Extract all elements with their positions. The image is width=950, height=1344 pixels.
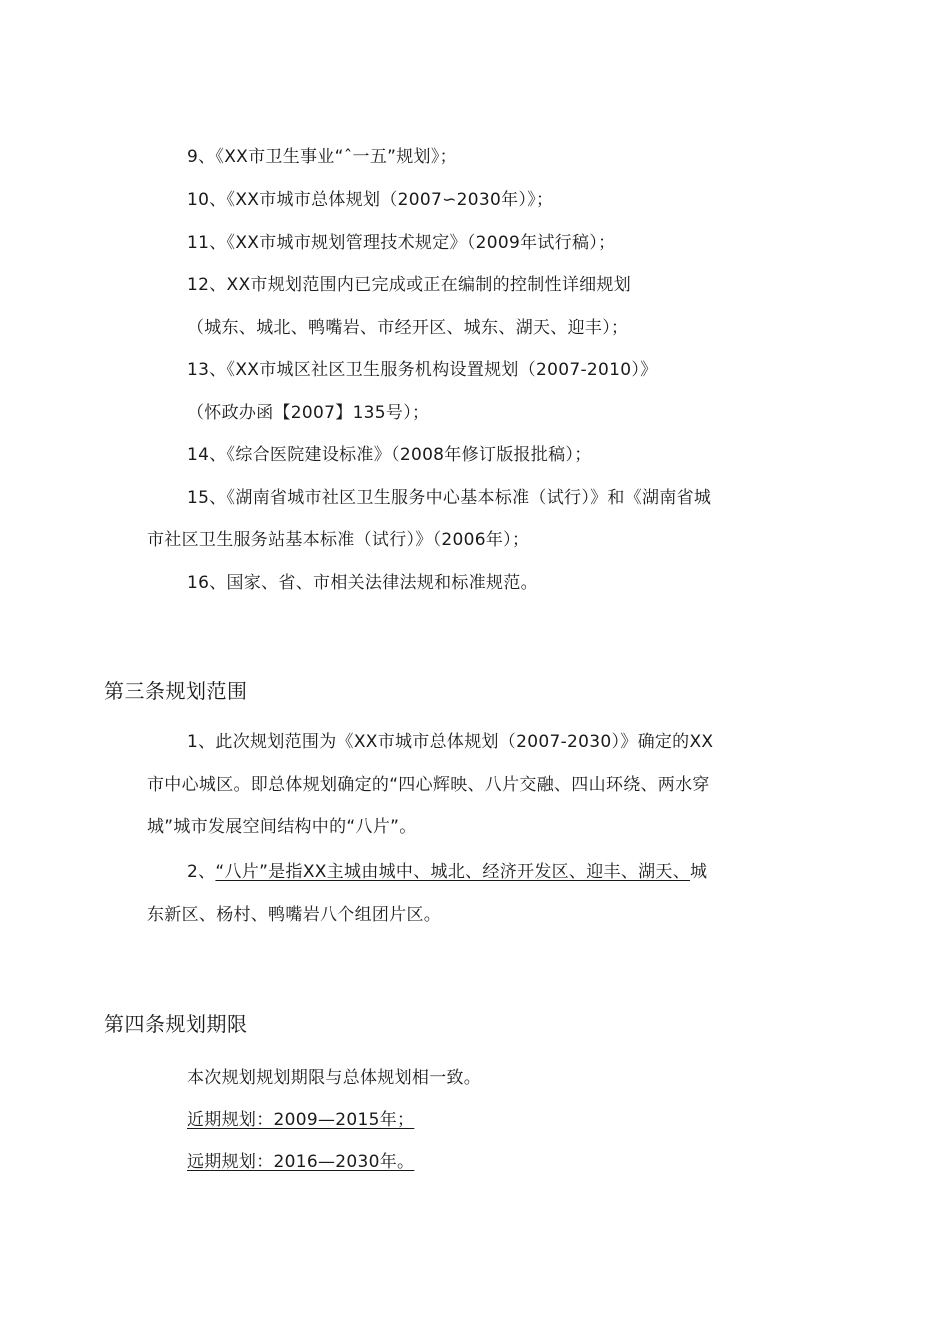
article-4-near-term: 近期规划：2009—2015年； (187, 1110, 415, 1130)
article-3-paragraph-2-number: 2、 (187, 862, 216, 882)
reference-item-16: 16、国家、省、市相关法律法规和标准规范。 (187, 573, 538, 593)
article-3-paragraph-1-line-1: 1、此次规划范围为《XX市城市总体规划（2007-2030）》确定的XX (187, 732, 714, 752)
article-4-long-term: 远期规划：2016—2030年。 (187, 1152, 415, 1172)
reference-item-11: 11、《XX市城市规划管理技术规定》（2009年试行稿）； (187, 233, 616, 253)
reference-item-9: 9、《XX市卫生事业“ˆ一五”规划》； (187, 147, 457, 167)
reference-item-12-line-1: 12、XX市规划范围内已完成或正在编制的控制性详细规划 (187, 275, 632, 295)
article-3-title: 第三条规划范围 (104, 679, 248, 703)
article-4-title: 第四条规划期限 (104, 1012, 248, 1036)
article-3-paragraph-2-line-1 (187, 860, 707, 884)
reference-item-12-line-2: （城东、城北、鸭嘴岩、市经开区、城东、湖天、迎丰）； (187, 318, 629, 338)
article-3-paragraph-1-line-2: 市中心城区。即总体规划确定的“四心辉映、八片交融、四山环绕、两水穿 (147, 775, 710, 795)
article-4-paragraph-1: 本次规划规划期限与总体规划相一致。 (187, 1068, 482, 1088)
reference-item-15-line-1: 15、《湖南省城市社区卫生服务中心基本标准（试行）》和《湖南省城 (187, 488, 712, 508)
reference-item-10: 10、《XX市城市总体规划（2007∽2030年）》； (187, 190, 554, 210)
reference-item-14: 14、《综合医院建设标准》（2008年修订版报批稿）； (187, 445, 592, 465)
reference-item-13-line-2: （怀政办函【2007】135号）； (187, 403, 430, 423)
article-3-paragraph-2-underlined-text: “八片”是指XX主城由城中、城北、经济开发区、迎丰、湖天、 (215, 862, 691, 882)
reference-item-15-line-2: 市社区卫生服务站基本标准（试行）》（2006年）； (147, 530, 530, 550)
reference-item-13-line-1: 13、《XX市城区社区卫生服务机构设置规划（2007-2010）》 (187, 360, 658, 380)
article-3-paragraph-1-line-3: 城”城市发展空间结构中的“八片”。 (147, 817, 417, 837)
article-3-paragraph-2-line-end: 城 (690, 862, 708, 882)
article-3-paragraph-2-line-2: 东新区、杨村、鸭嘴岩八个组团片区。 (147, 905, 442, 925)
